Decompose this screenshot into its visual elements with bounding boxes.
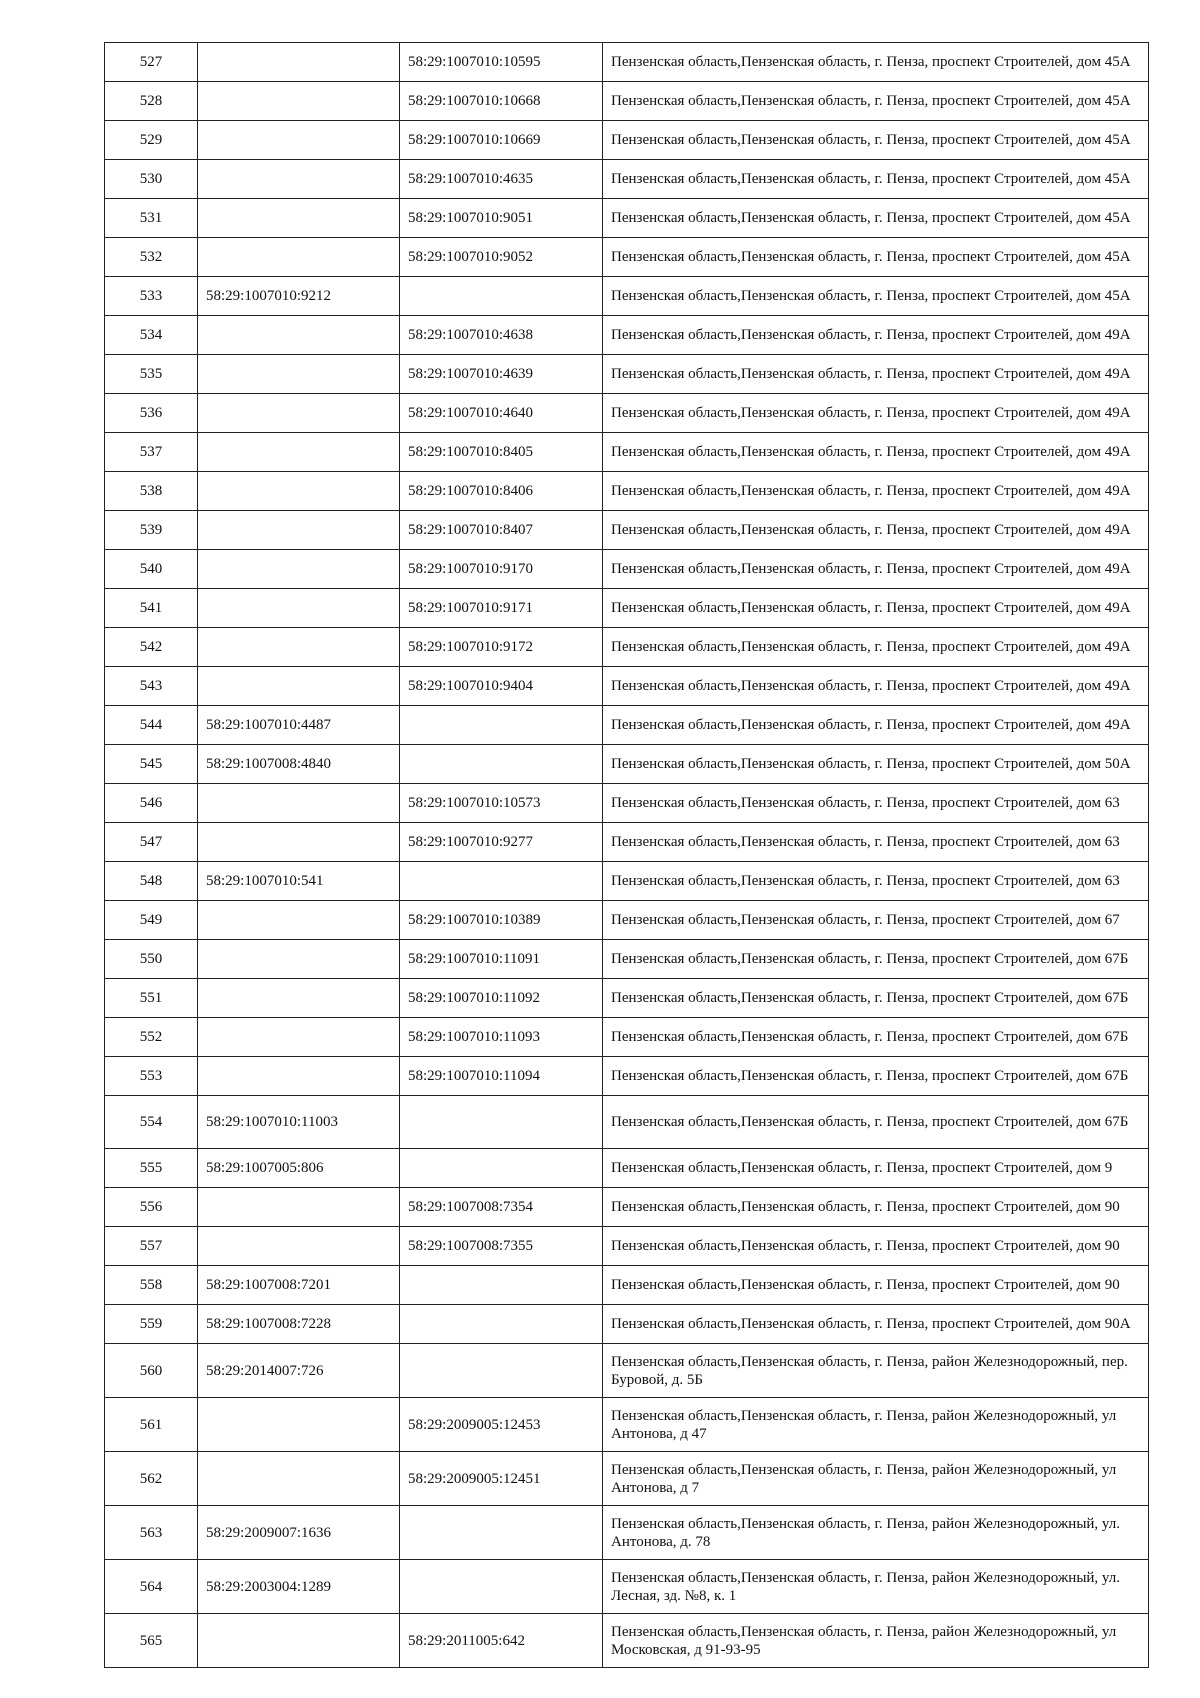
cadastral-number-cell	[198, 238, 400, 277]
table-row	[105, 667, 1149, 706]
table-row	[105, 979, 1149, 1018]
cadastral-number-2-cell	[400, 277, 603, 316]
table-row	[105, 589, 1149, 628]
table-row	[105, 511, 1149, 550]
address-cell: Пензенская область,Пензенская область, г. Пенза, проспект Строителей, дом 49А	[603, 355, 1149, 394]
table-row	[105, 1188, 1149, 1227]
table-row	[105, 1305, 1149, 1344]
cadastral-number-2-cell: 58:29:1007010:9277	[400, 823, 603, 862]
cadastral-number-cell: 58:29:2009007:1636	[198, 1506, 400, 1560]
cadastral-number-cell	[198, 1018, 400, 1057]
table-row	[105, 1149, 1149, 1188]
address-cell: Пензенская область,Пензенская область, г. Пенза, проспект Строителей, дом 67Б	[603, 979, 1149, 1018]
row-number-cell: 541	[105, 589, 198, 628]
cadastral-number-cell	[198, 589, 400, 628]
cadastral-number-2-cell	[400, 1266, 603, 1305]
row-number-cell: 563	[105, 1506, 198, 1560]
table-row	[105, 433, 1149, 472]
row-number-cell: 559	[105, 1305, 198, 1344]
table-row	[105, 550, 1149, 589]
address-cell: Пензенская область,Пензенская область, г. Пенза, район Железнодорожный, ул Антонова, д 7	[603, 1452, 1149, 1506]
cadastral-number-cell	[198, 667, 400, 706]
cadastral-number-cell	[198, 1452, 400, 1506]
table-row	[105, 160, 1149, 199]
cadastral-number-2-cell: 58:29:1007010:4639	[400, 355, 603, 394]
row-number-cell: 535	[105, 355, 198, 394]
address-cell: Пензенская область,Пензенская область, г. Пенза, проспект Строителей, дом 49А	[603, 433, 1149, 472]
cadastral-number-cell: 58:29:1007010:9212	[198, 277, 400, 316]
cadastral-number-2-cell: 58:29:1007010:4638	[400, 316, 603, 355]
cadastral-number-cell	[198, 1057, 400, 1096]
cadastral-number-2-cell: 58:29:1007010:9171	[400, 589, 603, 628]
table-row	[105, 277, 1149, 316]
cadastral-number-2-cell	[400, 1149, 603, 1188]
cadastral-number-2-cell: 58:29:1007010:4640	[400, 394, 603, 433]
table-row	[105, 1057, 1149, 1096]
address-cell: Пензенская область,Пензенская область, г. Пенза, проспект Строителей, дом 45А	[603, 121, 1149, 160]
row-number-cell: 562	[105, 1452, 198, 1506]
table-row	[105, 1227, 1149, 1266]
cadastral-number-2-cell: 58:29:1007010:8405	[400, 433, 603, 472]
table-row	[105, 199, 1149, 238]
row-number-cell: 537	[105, 433, 198, 472]
table-row	[105, 628, 1149, 667]
row-number-cell: 557	[105, 1227, 198, 1266]
cadastral-number-2-cell: 58:29:1007008:7354	[400, 1188, 603, 1227]
cadastral-number-cell	[198, 1614, 400, 1668]
cadastral-number-2-cell: 58:29:1007008:7355	[400, 1227, 603, 1266]
table-row	[105, 355, 1149, 394]
cadastral-number-2-cell: 58:29:1007010:9404	[400, 667, 603, 706]
row-number-cell: 534	[105, 316, 198, 355]
table-row	[105, 1344, 1149, 1398]
address-cell: Пензенская область,Пензенская область, г. Пенза, проспект Строителей, дом 49А	[603, 511, 1149, 550]
cadastral-number-2-cell: 58:29:1007010:8406	[400, 472, 603, 511]
table-row	[105, 316, 1149, 355]
address-cell: Пензенская область,Пензенская область, г. Пенза, проспект Строителей, дом 45А	[603, 199, 1149, 238]
table-row	[105, 1398, 1149, 1452]
address-cell: Пензенская область,Пензенская область, г. Пенза, проспект Строителей, дом 90А	[603, 1305, 1149, 1344]
cadastral-number-cell	[198, 394, 400, 433]
cadastral-number-2-cell	[400, 1560, 603, 1614]
address-cell: Пензенская область,Пензенская область, г. Пенза, проспект Строителей, дом 9	[603, 1149, 1149, 1188]
row-number-cell: 555	[105, 1149, 198, 1188]
cadastral-number-cell	[198, 550, 400, 589]
address-cell: Пензенская область,Пензенская область, г. Пенза, проспект Строителей, дом 45А	[603, 277, 1149, 316]
table-row	[105, 862, 1149, 901]
row-number-cell: 540	[105, 550, 198, 589]
cadastral-number-2-cell: 58:29:1007010:4635	[400, 160, 603, 199]
cadastral-number-2-cell: 58:29:1007010:8407	[400, 511, 603, 550]
cadastral-number-2-cell: 58:29:1007010:9052	[400, 238, 603, 277]
cadastral-number-cell: 58:29:1007008:4840	[198, 745, 400, 784]
address-cell: Пензенская область,Пензенская область, г. Пенза, проспект Строителей, дом 90	[603, 1188, 1149, 1227]
cadastral-number-2-cell	[400, 745, 603, 784]
address-cell: Пензенская область,Пензенская область, г. Пенза, проспект Строителей, дом 45А	[603, 43, 1149, 82]
cadastral-number-cell	[198, 472, 400, 511]
row-number-cell: 539	[105, 511, 198, 550]
table-row	[105, 1096, 1149, 1149]
address-cell: Пензенская область,Пензенская область, г. Пенза, проспект Строителей, дом 67Б	[603, 1096, 1149, 1149]
row-number-cell: 549	[105, 901, 198, 940]
address-cell: Пензенская область,Пензенская область, г. Пенза, район Железнодорожный, пер. Буровой, д. 5Б	[603, 1344, 1149, 1398]
cadastral-number-cell	[198, 355, 400, 394]
cadastral-number-cell	[198, 82, 400, 121]
table-row	[105, 394, 1149, 433]
address-cell: Пензенская область,Пензенская область, г. Пенза, проспект Строителей, дом 45А	[603, 160, 1149, 199]
cadastral-number-2-cell	[400, 862, 603, 901]
row-number-cell: 548	[105, 862, 198, 901]
row-number-cell: 565	[105, 1614, 198, 1668]
row-number-cell: 533	[105, 277, 198, 316]
row-number-cell: 542	[105, 628, 198, 667]
table-row	[105, 1506, 1149, 1560]
row-number-cell: 532	[105, 238, 198, 277]
table-row	[105, 82, 1149, 121]
address-cell: Пензенская область,Пензенская область, г. Пенза, проспект Строителей, дом 49А	[603, 394, 1149, 433]
cadastral-number-2-cell	[400, 1506, 603, 1560]
cadastral-number-cell: 58:29:1007008:7201	[198, 1266, 400, 1305]
table-row	[105, 1452, 1149, 1506]
table-row	[105, 43, 1149, 82]
table-row	[105, 823, 1149, 862]
cadastral-number-2-cell	[400, 1344, 603, 1398]
cadastral-number-2-cell: 58:29:1007010:10668	[400, 82, 603, 121]
cadastral-number-cell	[198, 901, 400, 940]
address-cell: Пензенская область,Пензенская область, г. Пенза, проспект Строителей, дом 90	[603, 1227, 1149, 1266]
cadastral-number-2-cell: 58:29:1007010:10573	[400, 784, 603, 823]
address-cell: Пензенская область,Пензенская область, г. Пенза, проспект Строителей, дом 67Б	[603, 940, 1149, 979]
cadastral-number-cell: 58:29:1007010:541	[198, 862, 400, 901]
cadastral-number-cell: 58:29:2003004:1289	[198, 1560, 400, 1614]
table-row	[105, 121, 1149, 160]
cadastral-number-cell	[198, 940, 400, 979]
address-cell: Пензенская область,Пензенская область, г. Пенза, проспект Строителей, дом 90	[603, 1266, 1149, 1305]
table-row	[105, 472, 1149, 511]
row-number-cell: 561	[105, 1398, 198, 1452]
row-number-cell: 551	[105, 979, 198, 1018]
cadastral-number-cell	[198, 511, 400, 550]
cadastral-number-cell	[198, 199, 400, 238]
address-cell: Пензенская область,Пензенская область, г. Пенза, проспект Строителей, дом 63	[603, 862, 1149, 901]
row-number-cell: 547	[105, 823, 198, 862]
cadastral-number-cell	[198, 43, 400, 82]
row-number-cell: 553	[105, 1057, 198, 1096]
registry-table	[104, 42, 1149, 1668]
table-row	[105, 238, 1149, 277]
cadastral-number-2-cell: 58:29:1007010:10595	[400, 43, 603, 82]
address-cell: Пензенская область,Пензенская область, г. Пенза, проспект Строителей, дом 63	[603, 823, 1149, 862]
cadastral-number-2-cell: 58:29:1007010:11091	[400, 940, 603, 979]
row-number-cell: 528	[105, 82, 198, 121]
address-cell: Пензенская область,Пензенская область, г. Пенза, проспект Строителей, дом 49А	[603, 628, 1149, 667]
row-number-cell: 544	[105, 706, 198, 745]
table-row	[105, 1614, 1149, 1668]
cadastral-number-2-cell: 58:29:2011005:642	[400, 1614, 603, 1668]
cadastral-number-cell: 58:29:1007005:806	[198, 1149, 400, 1188]
cadastral-number-cell	[198, 628, 400, 667]
table-row	[105, 706, 1149, 745]
table-row	[105, 940, 1149, 979]
cadastral-number-2-cell: 58:29:2009005:12451	[400, 1452, 603, 1506]
cadastral-number-2-cell: 58:29:1007010:11094	[400, 1057, 603, 1096]
table-row	[105, 1560, 1149, 1614]
address-cell: Пензенская область,Пензенская область, г. Пенза, проспект Строителей, дом 45А	[603, 238, 1149, 277]
row-number-cell: 530	[105, 160, 198, 199]
address-cell: Пензенская область,Пензенская область, г. Пенза, проспект Строителей, дом 67Б	[603, 1018, 1149, 1057]
row-number-cell: 558	[105, 1266, 198, 1305]
row-number-cell: 538	[105, 472, 198, 511]
cadastral-number-2-cell: 58:29:2009005:12453	[400, 1398, 603, 1452]
cadastral-number-2-cell: 58:29:1007010:10389	[400, 901, 603, 940]
cadastral-number-2-cell: 58:29:1007010:11093	[400, 1018, 603, 1057]
cadastral-number-cell	[198, 1188, 400, 1227]
row-number-cell: 564	[105, 1560, 198, 1614]
address-cell: Пензенская область,Пензенская область, г. Пенза, проспект Строителей, дом 63	[603, 784, 1149, 823]
cadastral-number-cell	[198, 823, 400, 862]
address-cell: Пензенская область,Пензенская область, г. Пенза, проспект Строителей, дом 49А	[603, 706, 1149, 745]
address-cell: Пензенская область,Пензенская область, г. Пенза, проспект Строителей, дом 49А	[603, 316, 1149, 355]
table-row	[105, 1266, 1149, 1305]
address-cell: Пензенская область,Пензенская область, г. Пенза, проспект Строителей, дом 49А	[603, 550, 1149, 589]
address-cell: Пензенская область,Пензенская область, г. Пенза, район Железнодорожный, ул. Антонова, д. 78	[603, 1506, 1149, 1560]
cadastral-number-cell	[198, 1227, 400, 1266]
address-cell: Пензенская область,Пензенская область, г. Пенза, район Железнодорожный, ул. Лесная, зд. №8, к. 1	[603, 1560, 1149, 1614]
table-row	[105, 901, 1149, 940]
row-number-cell: 554	[105, 1096, 198, 1149]
row-number-cell: 550	[105, 940, 198, 979]
address-cell: Пензенская область,Пензенская область, г. Пенза, проспект Строителей, дом 49А	[603, 667, 1149, 706]
registry-table-body	[105, 43, 1149, 1668]
cadastral-number-cell	[198, 160, 400, 199]
row-number-cell: 531	[105, 199, 198, 238]
address-cell: Пензенская область,Пензенская область, г. Пенза, проспект Строителей, дом 50А	[603, 745, 1149, 784]
cadastral-number-2-cell	[400, 1305, 603, 1344]
row-number-cell: 556	[105, 1188, 198, 1227]
cadastral-number-2-cell: 58:29:1007010:10669	[400, 121, 603, 160]
cadastral-number-cell	[198, 316, 400, 355]
cadastral-number-2-cell: 58:29:1007010:11092	[400, 979, 603, 1018]
cadastral-number-cell	[198, 433, 400, 472]
cadastral-number-2-cell: 58:29:1007010:9172	[400, 628, 603, 667]
cadastral-number-2-cell: 58:29:1007010:9170	[400, 550, 603, 589]
table-row	[105, 784, 1149, 823]
row-number-cell: 536	[105, 394, 198, 433]
address-cell: Пензенская область,Пензенская область, г. Пенза, проспект Строителей, дом 45А	[603, 82, 1149, 121]
cadastral-number-cell: 58:29:1007010:11003	[198, 1096, 400, 1149]
table-row	[105, 1018, 1149, 1057]
row-number-cell: 546	[105, 784, 198, 823]
address-cell: Пензенская область,Пензенская область, г. Пенза, проспект Строителей, дом 67Б	[603, 1057, 1149, 1096]
row-number-cell: 545	[105, 745, 198, 784]
cadastral-number-cell	[198, 121, 400, 160]
address-cell: Пензенская область,Пензенская область, г. Пенза, проспект Строителей, дом 49А	[603, 589, 1149, 628]
cadastral-number-2-cell: 58:29:1007010:9051	[400, 199, 603, 238]
cadastral-number-cell: 58:29:1007008:7228	[198, 1305, 400, 1344]
address-cell: Пензенская область,Пензенская область, г. Пенза, проспект Строителей, дом 49А	[603, 472, 1149, 511]
address-cell: Пензенская область,Пензенская область, г. Пенза, район Железнодорожный, ул Антонова, д 47	[603, 1398, 1149, 1452]
cadastral-number-cell	[198, 1398, 400, 1452]
row-number-cell: 543	[105, 667, 198, 706]
address-cell: Пензенская область,Пензенская область, г. Пенза, проспект Строителей, дом 67	[603, 901, 1149, 940]
address-cell: Пензенская область,Пензенская область, г. Пенза, район Железнодорожный, ул Московская, д 91-93-95	[603, 1614, 1149, 1668]
row-number-cell: 552	[105, 1018, 198, 1057]
table-row	[105, 745, 1149, 784]
row-number-cell: 527	[105, 43, 198, 82]
row-number-cell: 529	[105, 121, 198, 160]
row-number-cell: 560	[105, 1344, 198, 1398]
cadastral-number-2-cell	[400, 706, 603, 745]
cadastral-number-cell	[198, 784, 400, 823]
cadastral-number-2-cell	[400, 1096, 603, 1149]
cadastral-number-cell: 58:29:2014007:726	[198, 1344, 400, 1398]
cadastral-number-cell	[198, 979, 400, 1018]
cadastral-number-cell: 58:29:1007010:4487	[198, 706, 400, 745]
